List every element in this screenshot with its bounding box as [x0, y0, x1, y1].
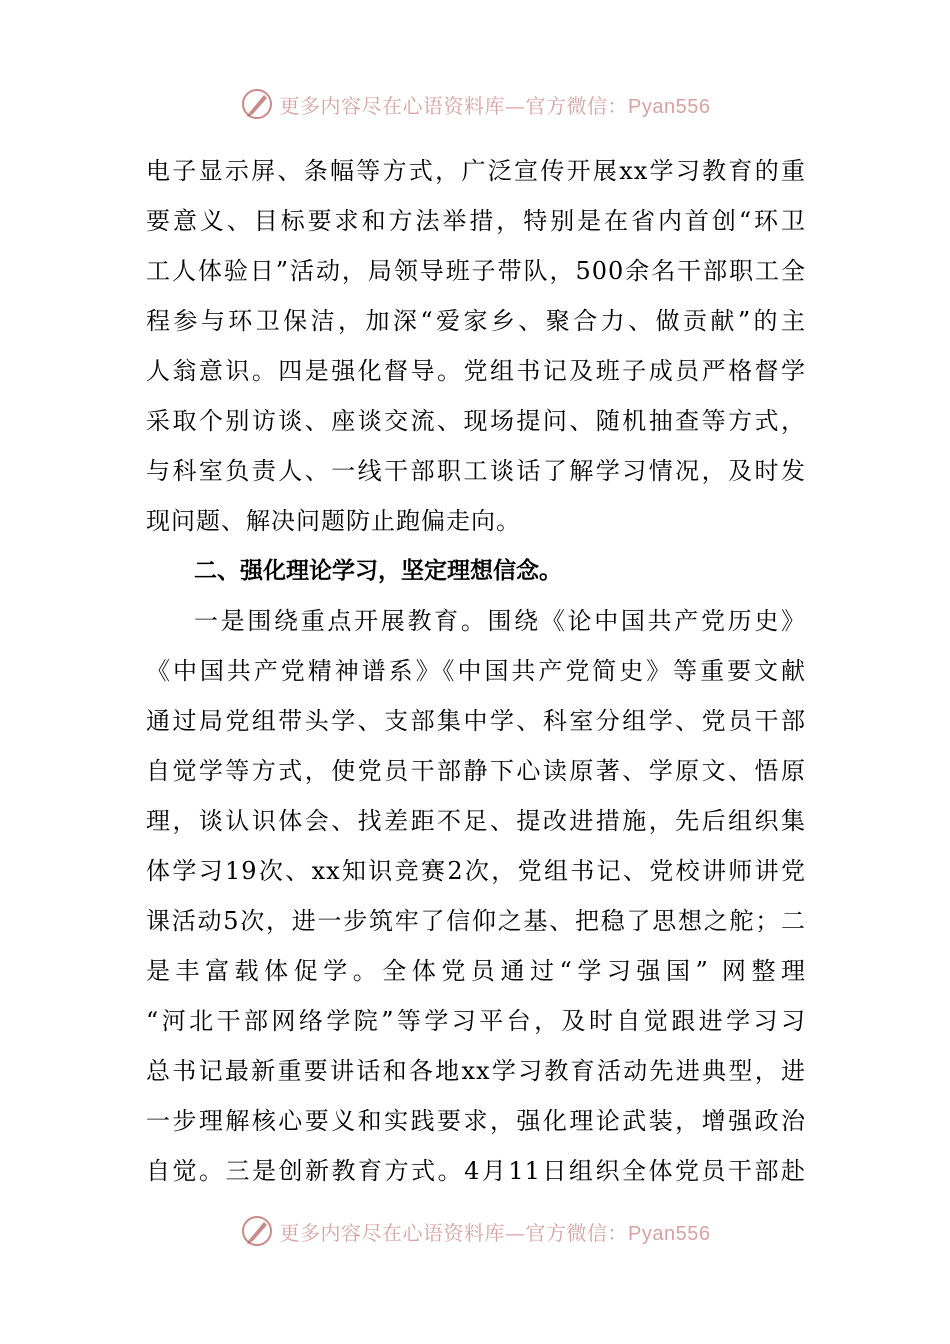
watermark-text: 更多内容尽在心语资料库—官方微信：Pyan556 [279, 93, 711, 118]
text-line: 采取个别访谈、座谈交流、现场提问、随机抽查等方式， [146, 407, 806, 435]
text-line: 自觉。三是创新教育方式。4月11日组织全体党员干部赴 [146, 1157, 806, 1185]
text-line: 要意义、目标要求和方法举措，特别是在省内首创“环卫 [146, 207, 806, 235]
watermark-banner-bottom [0, 1211, 950, 1251]
quill-logo-icon [240, 1214, 274, 1248]
text-line: 一是围绕重点开展教育。围绕《论中国共产党历史》 [194, 607, 806, 635]
paragraph-1 [146, 146, 806, 546]
text-line: 自觉学等方式，使党员干部静下心读原著、学原文、悟原 [146, 757, 806, 785]
text-line: 通过局党组带头学、支部集中学、科室分组学、党员干部 [146, 707, 806, 735]
text-line: 程参与环卫保洁，加深“爱家乡、聚合力、做贡献”的主 [146, 307, 806, 335]
text-line: 总书记最新重要讲话和各地xx学习教育活动先进典型，进 [146, 1057, 806, 1085]
text-line: 体学习19次、xx知识竞赛2次，党组书记、党校讲师讲党 [146, 857, 806, 885]
document-body [146, 146, 806, 1196]
text-line: 理，谈认识体会、找差距不足、提改进措施，先后组织集 [146, 807, 806, 835]
watermark-text: 更多内容尽在心语资料库—官方微信：Pyan556 [279, 1220, 711, 1245]
text-line: 工人体验日”活动，局领导班子带队，500余名干部职工全 [146, 257, 806, 285]
text-line: 与科室负责人、一线干部职工谈话了解学习情况，及时发 [146, 457, 806, 485]
paragraph-2 [146, 596, 806, 1196]
text-line: 课活动5次，进一步筑牢了信仰之基、把稳了思想之舵；二 [146, 907, 806, 935]
text-line: 《中国共产党精神谱系》《中国共产党简史》等重要文献 [146, 657, 806, 685]
text-line: 人翁意识。四是强化督导。党组书记及班子成员严格督学 [146, 357, 806, 385]
text-line: 电子显示屏、条幅等方式，广泛宣传开展xx学习教育的重 [146, 157, 806, 185]
text-line: 是丰富载体促学。全体党员通过“学习强国” 网整理 [146, 957, 806, 985]
section-heading: 二、强化理论学习，坚定理想信念。 [194, 558, 562, 584]
text-line: 现问题、解决问题防止跑偏走向。 [146, 507, 521, 535]
quill-logo-icon [240, 87, 274, 121]
text-line: “河北干部网络学院”等学习平台，及时自觉跟进学习习 [146, 1007, 806, 1035]
watermark-banner-top [0, 84, 950, 124]
text-line: 一步理解核心要义和实践要求，强化理论武装，增强政治 [146, 1107, 806, 1135]
